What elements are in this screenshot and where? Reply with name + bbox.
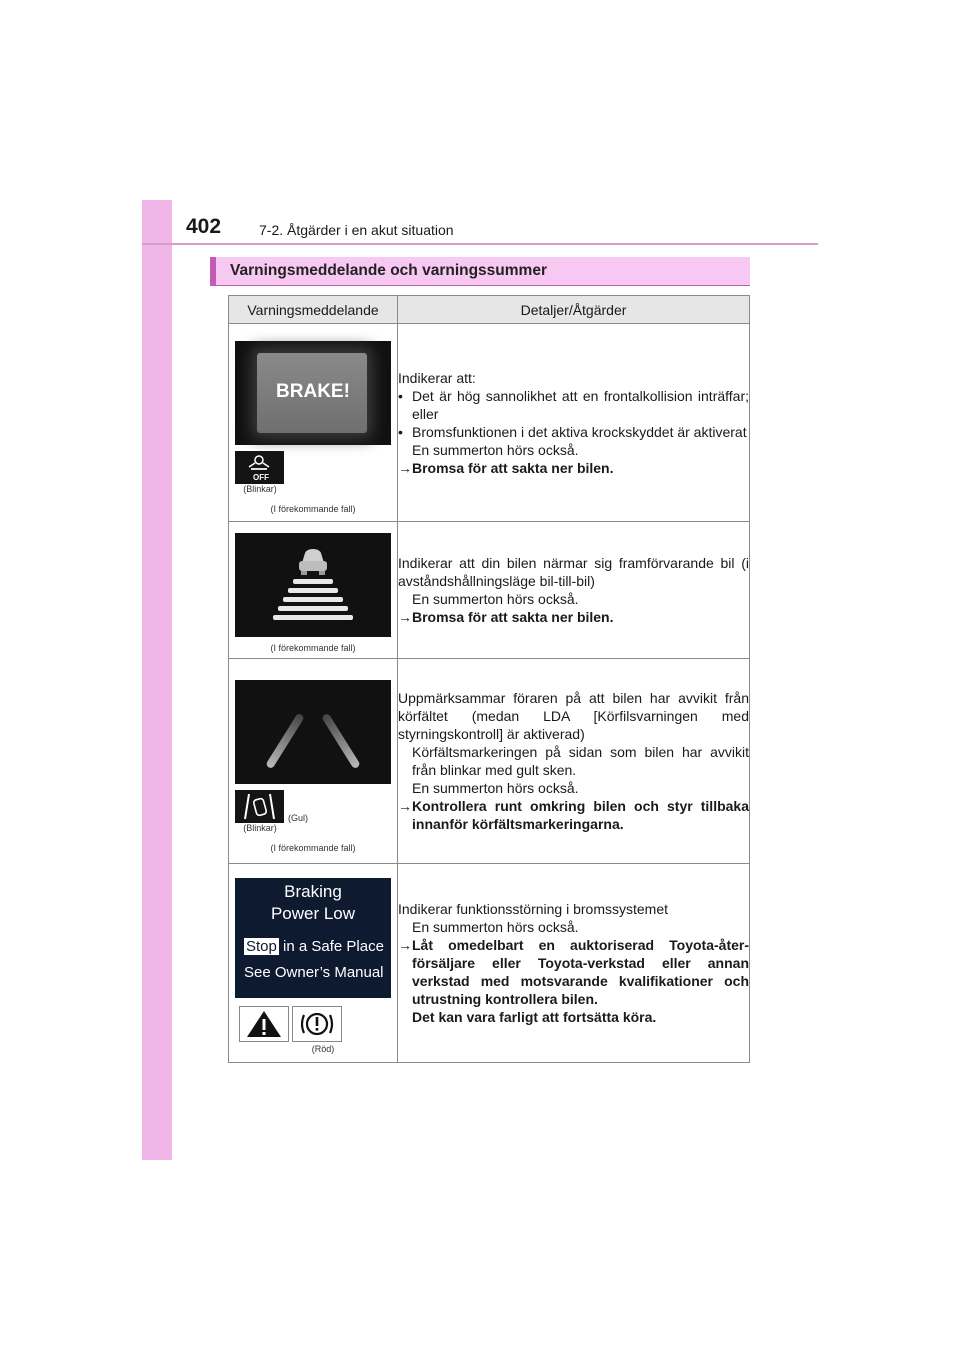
lane-marking-right [321, 712, 361, 769]
warning-table [228, 295, 750, 1063]
bullet-item [398, 387, 749, 423]
details-cell [398, 522, 750, 659]
action-text: Bromsa för att sakta ner bilen. [412, 459, 614, 476]
action-text: Kontrollera runt omkring bilen och styr tillbaka innanför körfältsmarkeringarna. [412, 798, 749, 832]
side-tab-band [142, 200, 172, 1160]
note-applicable: (I förekommande fall) [270, 842, 356, 853]
arrow-mark: → [398, 459, 412, 476]
header-rule [142, 243, 818, 245]
details-intro: Indikerar att din bilen närmar sig framförvarande bil (i avståndshållningsläge bil-till-bil) [398, 555, 749, 589]
bullet-mark: • [398, 423, 403, 440]
table-row [229, 522, 750, 659]
action-text: Bromsa för att sakta ner bilen. [412, 609, 614, 625]
icon-label-yellow: (Gul) [288, 812, 308, 823]
display-stop: Stop [246, 938, 277, 955]
distance-bar [273, 615, 353, 620]
brake-warning-icon [292, 1006, 342, 1042]
details-intro: Indikerar att: [398, 369, 476, 386]
bullet-text: Bromsfunktionen i det aktiva krockskyddet är aktiverat [412, 423, 747, 440]
lane-display [235, 680, 391, 784]
arrow-mark: → [398, 798, 412, 814]
message-cell [229, 864, 398, 1063]
table-header-row [229, 296, 750, 324]
message-cell [229, 324, 398, 522]
message-cell [229, 522, 398, 659]
pcs-off-icon-text: OFF [253, 473, 269, 482]
details-intro: Indikerar funktionsstörning i bromssystemet [398, 901, 668, 917]
brake-display [235, 341, 391, 445]
table-row [229, 324, 750, 522]
chapter-title: 7-2. Åtgärder i en akut situation [259, 222, 454, 238]
details-extra: Körfältsmarkeringen på sidan som bilen har avvikit från blinkar med gult sken. [412, 744, 749, 778]
pcs-off-icon [235, 451, 284, 484]
section-heading-box [210, 257, 750, 285]
table-row [229, 864, 750, 1063]
brake-power-low-display [235, 878, 391, 998]
icon-label-red: (Röd) [311, 1044, 335, 1054]
lane-marking-left [265, 712, 305, 769]
display-line-braking: Braking [284, 882, 342, 901]
distance-bar [283, 597, 343, 602]
action-item [398, 608, 749, 626]
message-cell [229, 659, 398, 864]
warning-triangle-icon [239, 1006, 289, 1042]
note-applicable: (I förekommande fall) [270, 643, 356, 653]
bullet-mark: • [398, 387, 403, 404]
distance-bar [278, 606, 348, 611]
display-line-manual: See Owner’s Manual [244, 964, 384, 981]
details-extra: En summerton hörs också. [412, 780, 579, 796]
page-number: 402 [186, 215, 222, 238]
col-header-details: Detaljer/Åtgärder [398, 296, 750, 324]
bullet-text: Det är hög sannolikhet att en frontalkollision inträffar; eller [412, 387, 749, 422]
brake-display-text: BRAKE! [276, 381, 350, 402]
icon-label-blinkar: (Blinkar) [243, 484, 277, 494]
distance-display [235, 533, 391, 637]
section-underline [210, 285, 750, 286]
action-warning: Det kan vara farligt att fortsätta köra. [412, 1009, 657, 1025]
action-text: Låt omedelbart en auktoriserad Toyota-åter-försäljare eller Toyota-verkstad eller annan verkstad med motsvarande kvalifikationer och utrustning kontrollera bilen. [412, 937, 749, 1007]
bullet-item [398, 423, 749, 441]
action-item [398, 459, 749, 477]
icon-label-blinkar: (Blinkar) [243, 822, 277, 833]
note-applicable: (I förekommande fall) [270, 504, 356, 514]
details-cell [398, 324, 750, 522]
details-extra: En summerton hörs också. [412, 441, 579, 458]
display-line-safe-place: in a Safe Place [283, 938, 384, 955]
table-row [229, 659, 750, 864]
display-line-power-low: Power Low [270, 904, 356, 923]
section-title: Varningsmeddelande och varningssummer [230, 262, 547, 279]
distance-bar [288, 588, 338, 593]
lane-departure-icon [235, 790, 284, 823]
details-cell [398, 864, 750, 1063]
arrow-mark: → [398, 609, 412, 625]
distance-bar [293, 579, 333, 584]
details-cell [398, 659, 750, 864]
details-intro: Uppmärksammar föraren på att bilen har avvikit från körfältet (medan LDA [Körfilsvarningen med styrningskontroll] är aktiverad) [398, 690, 749, 742]
car-ahead-icon [235, 533, 391, 637]
details-extra: En summerton hörs också. [412, 919, 579, 935]
details-extra: En summerton hörs också. [412, 591, 579, 607]
arrow-mark: → [398, 937, 412, 953]
col-header-message: Varningsmeddelande [229, 296, 398, 324]
action-item [398, 936, 749, 1008]
action-item [398, 797, 749, 833]
